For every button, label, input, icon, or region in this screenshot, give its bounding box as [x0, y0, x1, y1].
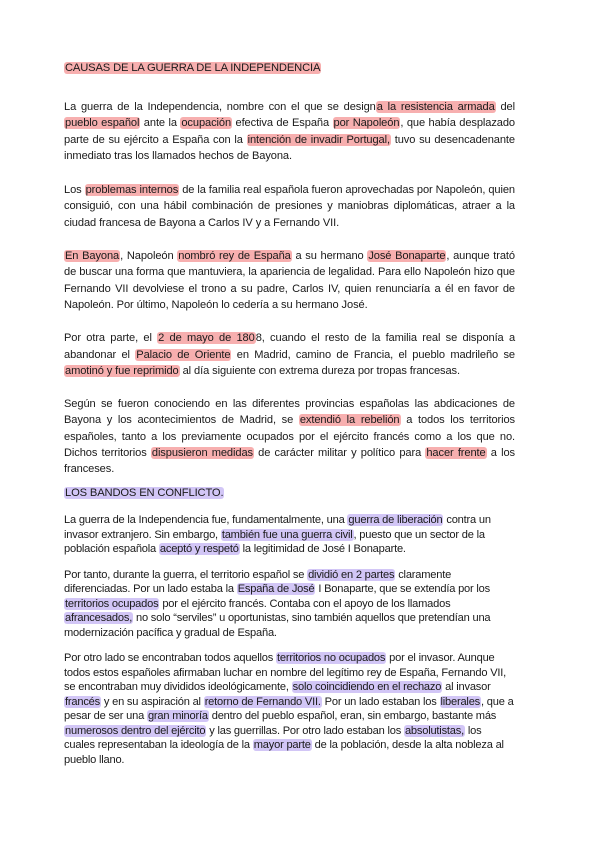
text-run: de la población, desde la alta nobleza al pueblo llano.: [64, 739, 504, 766]
text-run: y en su aspiración al: [100, 695, 204, 708]
text-run: a los franceses.: [64, 447, 515, 476]
highlighted-text: territorios no ocupados: [277, 652, 386, 664]
text-run: La guerra de la Independencia fue, fundamentalmente, una: [64, 514, 348, 526]
highlighted-text: pueblo español: [65, 117, 140, 130]
text-run: la legitimidad de José I Bonaparte.: [239, 543, 406, 555]
heading-highlight: LOS BANDOS EN CONFLICTO.: [65, 487, 224, 499]
section-bandos-body: [64, 513, 515, 767]
highlighted-text: gran minoría: [147, 710, 208, 722]
highlighted-text: intención de invadir Portugal,: [247, 133, 390, 146]
highlighted-text: ocupación: [181, 117, 232, 130]
highlighted-text: hacer frente: [426, 447, 486, 460]
text-run: y las guerrillas. Por otro lado estaban los: [206, 724, 404, 737]
highlighted-text: retorno de Fernando VII.: [204, 695, 321, 708]
text-run: contra un invasor extranjero. Sin embargo,: [64, 514, 491, 541]
highlighted-text: amotinó y fue reprimido: [65, 364, 179, 377]
paragraph: [64, 99, 515, 164]
highlighted-text: territorios ocupados: [65, 597, 159, 610]
highlighted-text: liberales: [440, 695, 481, 708]
paragraph: [64, 651, 515, 767]
paragraph: [64, 330, 515, 379]
text-run: , Napoleón: [120, 250, 178, 263]
text-run: Por un lado estaban los: [321, 695, 440, 708]
text-run: , que a pesar de ser una: [64, 695, 514, 722]
highlighted-text: mayor parte: [253, 739, 311, 751]
highlighted-text: aceptó y respetó: [159, 543, 239, 555]
heading-highlight: CAUSAS DE LA GUERRA DE LA INDEPENDENCIA: [65, 62, 321, 74]
paragraph: [64, 513, 515, 557]
text-run: 8, cuando el resto de la familia real se disponía a abandonar el: [64, 332, 516, 361]
highlighted-text: guerra de liberación: [348, 514, 443, 526]
text-run: La guerra de la Independencia, nombre con el que se design: [64, 101, 376, 113]
highlighted-text: En Bayona: [65, 250, 120, 263]
highlighted-text: Palacio de Oriente: [136, 348, 231, 361]
text-run: al invasor: [442, 681, 491, 693]
highlighted-text: también fue una guerra civil: [221, 528, 353, 541]
section-heading-bandos: [64, 487, 224, 499]
text-run: no solo “serviles” u oportunistas, sino también aquellos que pretendían una modernización pacífica y gradual de España.: [64, 612, 491, 639]
text-run: Los: [64, 184, 85, 197]
text-run: dentro del pueblo español, eran, sin embargo, bastante más: [208, 710, 497, 722]
highlighted-text: José Bonaparte: [368, 250, 446, 263]
text-run: , aunque trató de buscar una forma que mantuviera, la apariencia de legalidad. Para ello Napoleón hizo que Fernando VII devolviese el trono a su padre, Carlos IV, quien renunciaría a él en favor de Napoleón. Por último, Napoleón lo cedería a su hermano José.: [64, 250, 515, 311]
text-run: Por otro lado se encontraban todos aquellos: [64, 652, 276, 664]
highlighted-text: extendió la rebelión: [299, 414, 400, 427]
highlighted-text: afrancesados,: [65, 612, 133, 624]
text-run: en Madrid, camino de Francia, el pueblo madrileño se: [231, 348, 515, 361]
highlighted-text: dispusieron medidas: [151, 447, 253, 460]
text-run: , que había desplazado parte de su ejército a España con la: [64, 117, 515, 146]
text-run: Por otra parte, el: [64, 332, 158, 345]
text-run: Por tanto, durante la guerra, el territorio español se: [64, 568, 308, 581]
text-run: tuvo su desencadenante inmediato tras los llamados hechos de Bayona.: [64, 133, 515, 162]
paragraph: [64, 396, 515, 477]
text-run: de la familia real española fueron aprovechadas por Napoleón, quien consiguió, con una hábil combinación de presiones y maniobras diplomáticas, atraer a la ciudad francesa de Bayona a Carlos IV y a Fernando VII.: [64, 184, 515, 229]
highlighted-text: problemas internos: [85, 184, 179, 197]
highlighted-text: solo coincidiendo en el rechazo: [292, 681, 442, 693]
text-run: de carácter militar y político para: [253, 447, 426, 460]
paragraph: [64, 182, 515, 231]
highlighted-text: francés: [65, 695, 100, 708]
text-run: claramente diferenciadas. Por un lado estaba la: [64, 568, 452, 595]
paragraph: [64, 248, 515, 313]
text-run: al día siguiente con extrema dureza por tropas francesas.: [179, 364, 460, 377]
section-causas-body: [64, 99, 515, 478]
text-run: a todos los territorios españoles, tanto a los previamente ocupados por el ejército francés como a los que no. Dichos territorios: [64, 414, 516, 460]
highlighted-text: nombró rey de España: [178, 250, 291, 263]
highlighted-text: absolutistas,: [404, 724, 465, 737]
highlighted-text: España de José: [237, 583, 315, 595]
text-run: por el ejército francés. Contaba con el apoyo de los llamados: [159, 597, 451, 610]
highlighted-text: a la resistencia armada: [376, 101, 495, 113]
text-run: Según se fueron conociendo en las diferentes provincias españolas las abdicaciones de Bayona y los acontecimientos de Madrid, se: [64, 398, 515, 427]
paragraph: [64, 568, 515, 641]
text-run: del: [495, 101, 515, 113]
text-run: , puesto que un sector de la población española: [64, 528, 485, 555]
text-run: ante la: [140, 117, 181, 130]
text-run: I Bonaparte, que se extendía por los: [315, 583, 490, 595]
text-run: a su hermano: [291, 250, 368, 263]
section-heading-causas: [64, 62, 321, 74]
highlighted-text: numerosos dentro del ejército: [65, 724, 206, 737]
text-run: por el invasor. Aunque todos estos españoles afirmaban luchar en nombre del legítimo rey de España, Fernando VII, se encontraban muy divididos ideológicamente,: [64, 652, 507, 693]
text-run: efectiva de España: [232, 117, 333, 130]
highlighted-text: 2 de mayo de 180: [158, 332, 255, 345]
highlighted-text: dividió en 2 partes: [308, 568, 395, 581]
text-run: los cuales representaban la ideología de la: [64, 724, 482, 751]
highlighted-text: por Napoleón: [333, 117, 400, 130]
